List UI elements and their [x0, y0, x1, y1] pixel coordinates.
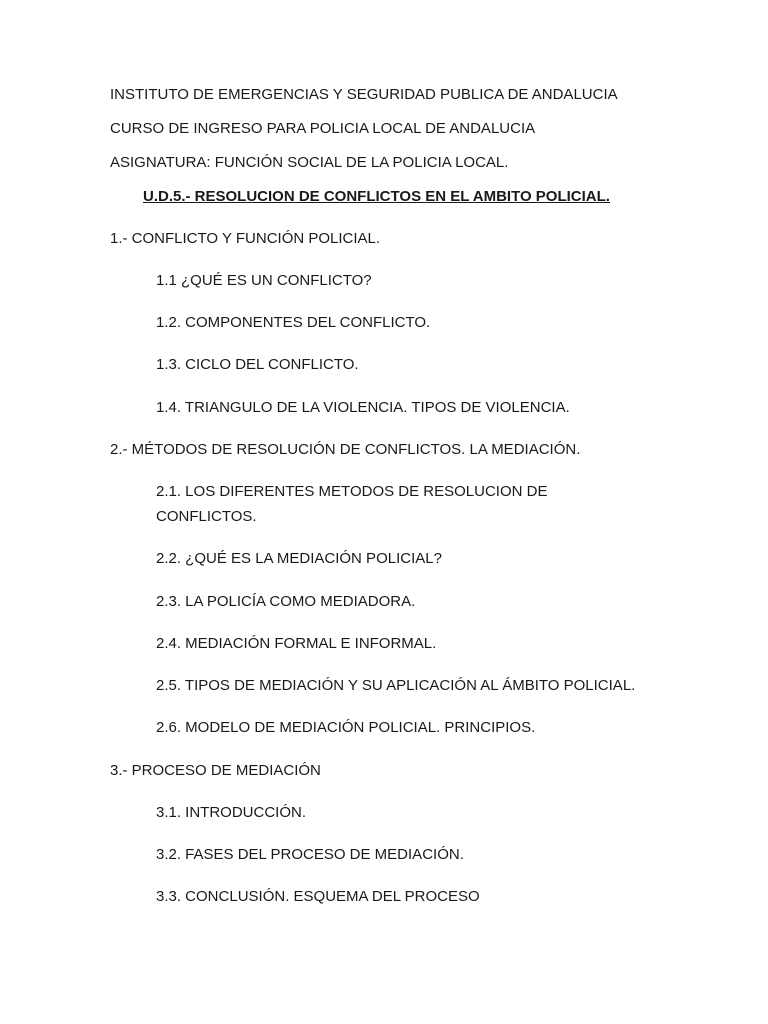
- section-item: 3.3. CONCLUSIÓN. ESQUEMA DEL PROCESO: [156, 888, 480, 905]
- course-heading: CURSO DE INGRESO PARA POLICIA LOCAL DE ANDALUCIA: [110, 120, 536, 137]
- section-item: 1.1 ¿QUÉ ES UN CONFLICTO?: [156, 272, 372, 289]
- section-item: 1.4. TRIANGULO DE LA VIOLENCIA. TIPOS DE VIOLENCIA.: [156, 399, 570, 416]
- section-item: 3.2. FASES DEL PROCESO DE MEDIACIÓN.: [156, 846, 464, 863]
- section-item: 2.3. LA POLICÍA COMO MEDIADORA.: [156, 593, 416, 610]
- section-item: 2.4. MEDIACIÓN FORMAL E INFORMAL.: [156, 635, 437, 652]
- section-title-3: 3.- PROCESO DE MEDIACIÓN: [110, 762, 321, 779]
- section-item: 2.6. MODELO DE MEDIACIÓN POLICIAL. PRINCIPIOS.: [156, 719, 536, 736]
- section-title-1: 1.- CONFLICTO Y FUNCIÓN POLICIAL.: [110, 230, 381, 247]
- unit-title: U.D.5.- RESOLUCION DE CONFLICTOS EN EL AMBITO POLICIAL.: [143, 188, 610, 205]
- section-title-2: 2.- MÉTODOS DE RESOLUCIÓN DE CONFLICTOS. LA MEDIACIÓN.: [110, 441, 581, 458]
- section-item: 2.2. ¿QUÉ ES LA MEDIACIÓN POLICIAL?: [156, 550, 442, 567]
- section-item: 2.5. TIPOS DE MEDIACIÓN Y SU APLICACIÓN AL ÁMBITO POLICIAL.: [156, 677, 636, 694]
- subject-heading: ASIGNATURA: FUNCIÓN SOCIAL DE LA POLICIA LOCAL.: [110, 154, 509, 171]
- section-item: 2.1. LOS DIFERENTES METODOS DE RESOLUCION DE: [156, 483, 548, 500]
- section-item-continuation: CONFLICTOS.: [156, 508, 257, 525]
- section-item: 3.1. INTRODUCCIÓN.: [156, 804, 307, 821]
- section-item: 1.3. CICLO DEL CONFLICTO.: [156, 356, 359, 373]
- section-item: 1.2. COMPONENTES DEL CONFLICTO.: [156, 314, 431, 331]
- institute-heading: INSTITUTO DE EMERGENCIAS Y SEGURIDAD PUBLICA DE ANDALUCIA: [110, 86, 618, 103]
